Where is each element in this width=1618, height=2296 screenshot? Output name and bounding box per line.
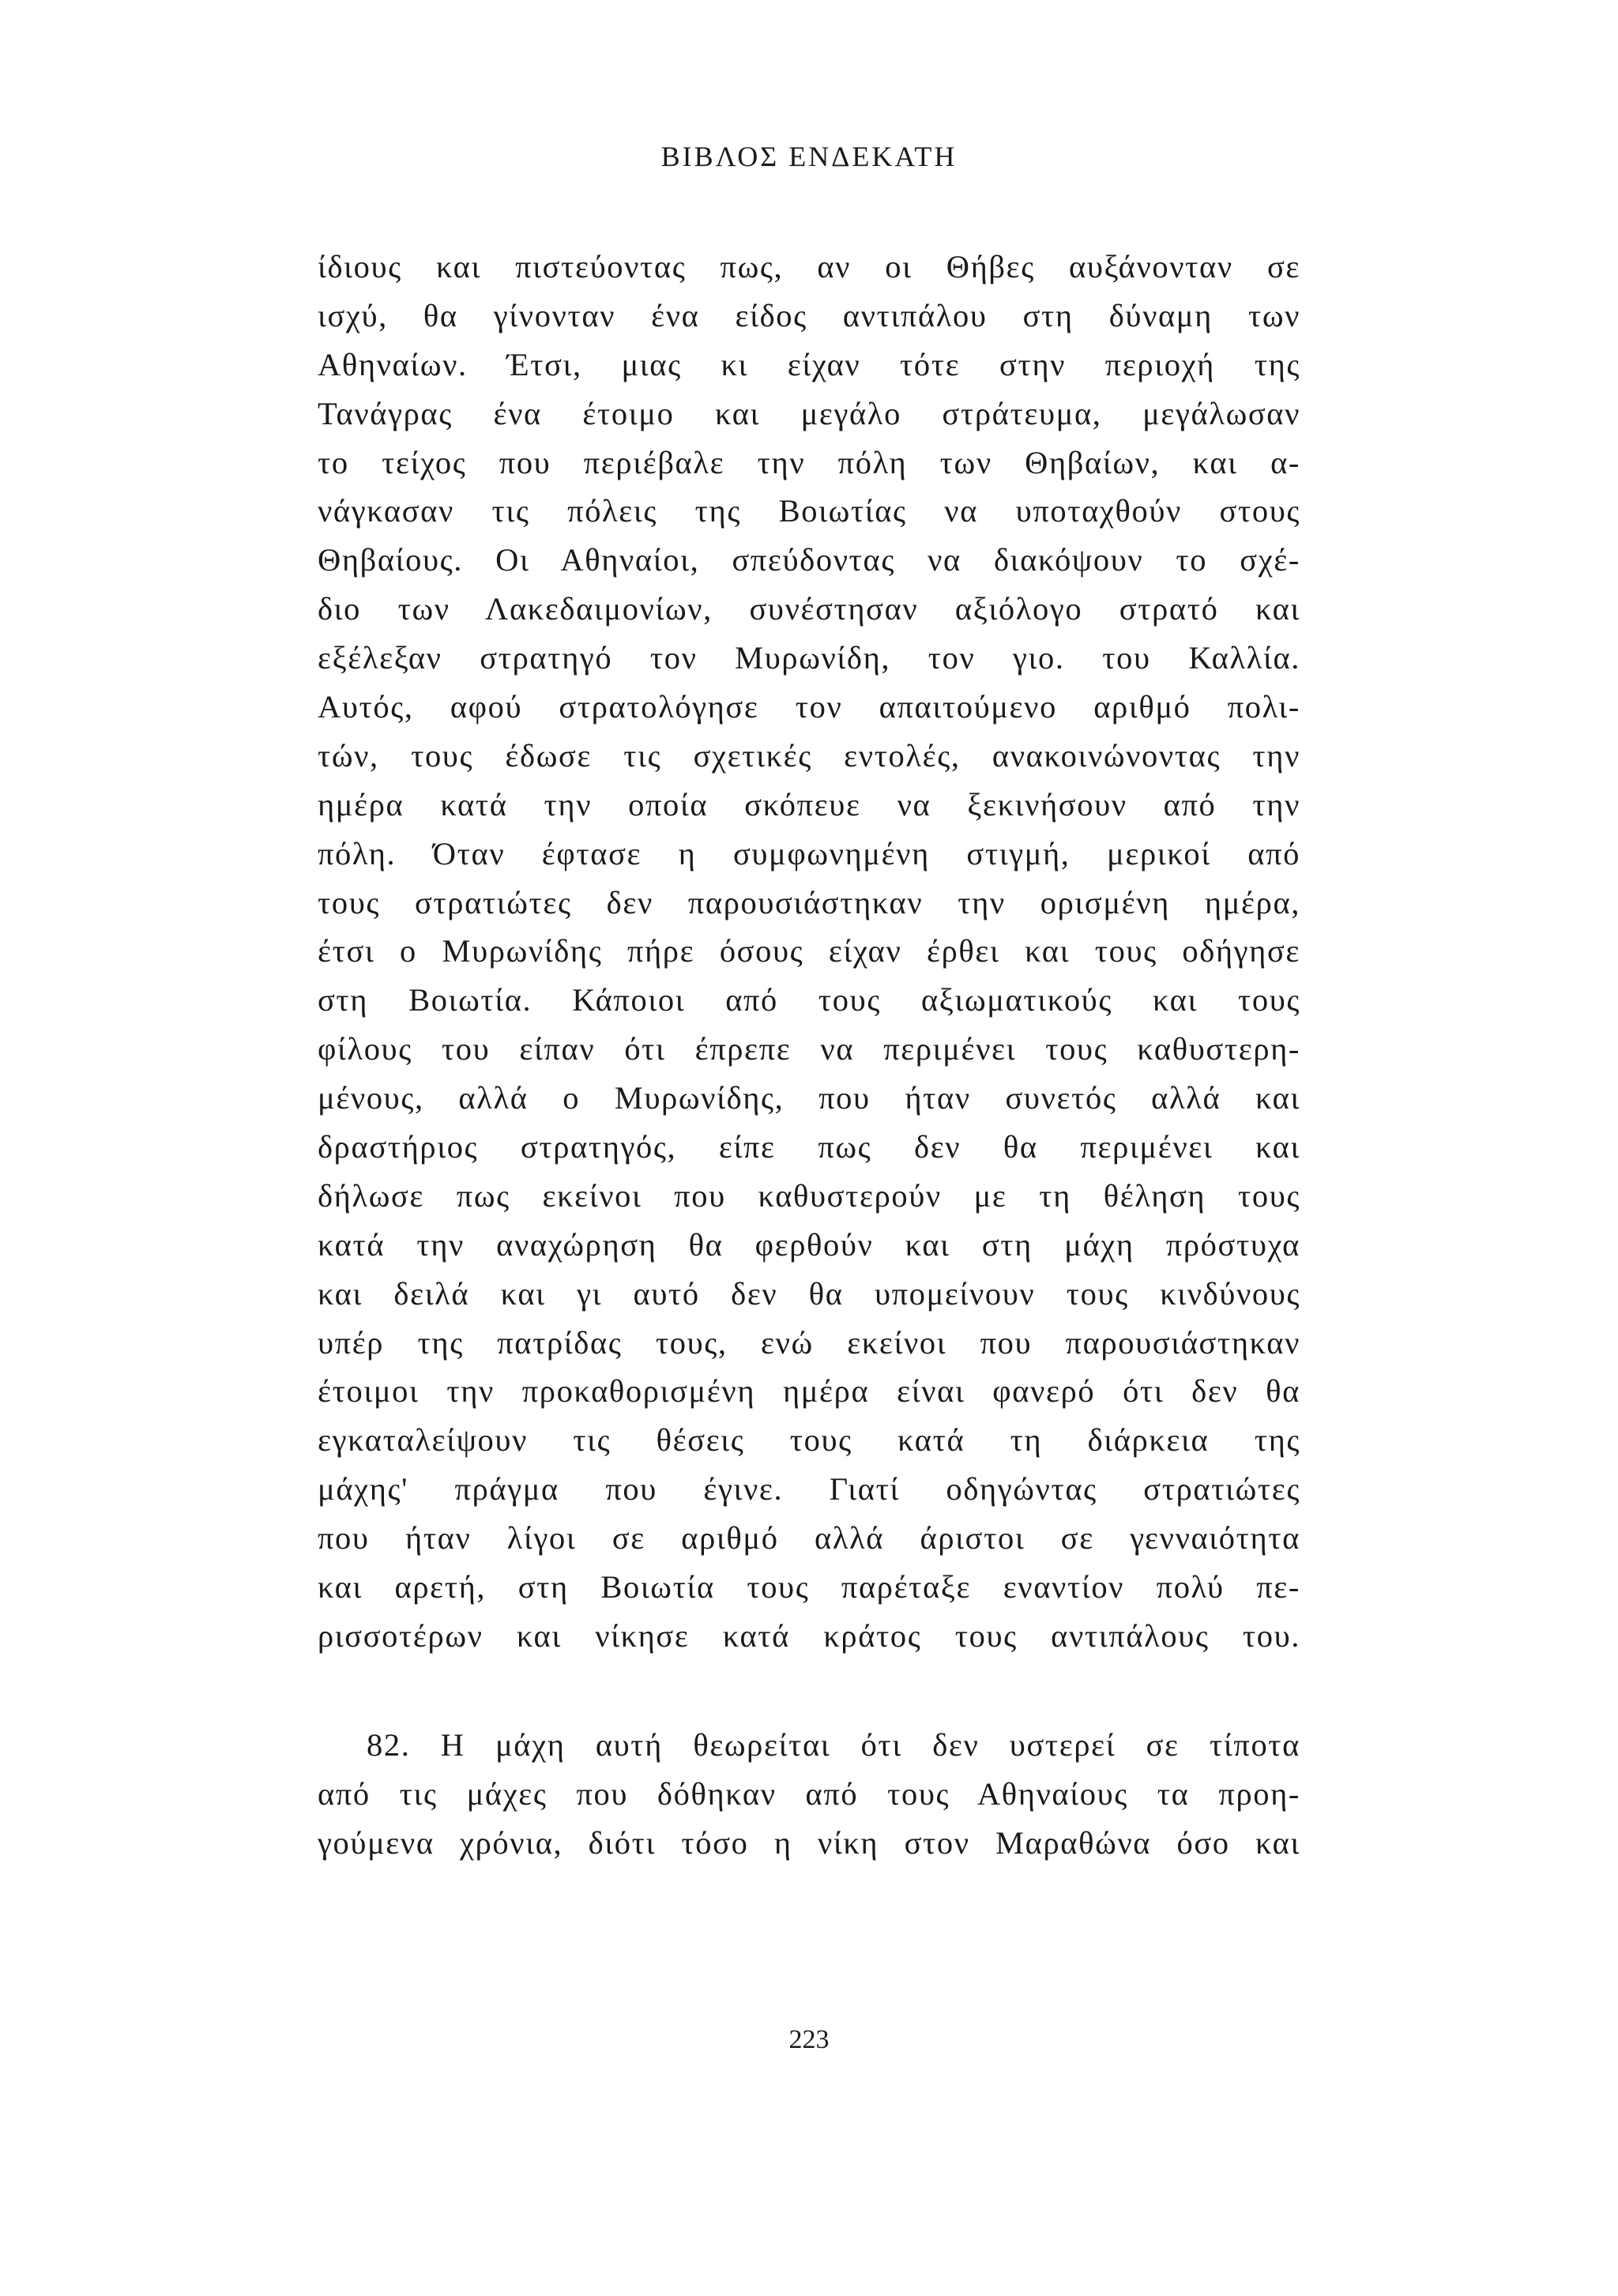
text-line: διο των Λακεδαιμονίων, συνέστησαν αξιόλογο στρατό και: [318, 591, 1300, 627]
text-line: γούμενα χρόνια, διότι τόσο η νίκη στον Μαραθώνα όσο και: [318, 1824, 1300, 1861]
text-line: εξέλεξαν στρατηγό τον Μυρωνίδη, τον γιο. του Καλλία.: [318, 640, 1300, 676]
text-line: τών, τους έδωσε τις σχετικές εντολές, ανακοινώνοντας την: [318, 737, 1300, 773]
text-line: 82. Η μάχη αυτή θεωρείται ότι δεν υστερεί σε τίποτα: [367, 1727, 1300, 1763]
text-line: ίδιους και πιστεύοντας πως, αν οι Θήβες αυξάνονταν σε: [318, 249, 1300, 284]
text-line: από τις μάχες που δόθηκαν από τους Αθηναίους τα προη-: [318, 1775, 1300, 1812]
text-line: εγκαταλείψουν τις θέσεις τους κατά τη διάρκεια της: [318, 1422, 1300, 1459]
text-line: που ήταν λίγοι σε αριθμό αλλά άριστοι σε γενναιότητα: [318, 1520, 1300, 1556]
text-line: δήλωσε πως εκείνοι που καθυστερούν με τη θέληση τους: [318, 1177, 1300, 1214]
text-line: κατά την αναχώρηση θα φερθούν και στη μάχη πρόστυχα: [318, 1226, 1300, 1263]
text-line: νάγκασαν τις πόλεις της Βοιωτίας να υποταχθούν στους: [318, 493, 1300, 529]
text-line: ημέρα κατά την οποία σκόπευε να ξεκινήσουν από την: [318, 786, 1300, 822]
text-line: ισχύ, θα γίνονταν ένα είδος αντιπάλου στη δύναμη των: [318, 297, 1300, 333]
text-line: στη Βοιωτία. Κάποιοι από τους αξιωματικούς και τους: [318, 982, 1300, 1018]
text-line: έτοιμοι την προκαθορισμένη ημέρα είναι φανερό ότι δεν θα: [318, 1373, 1300, 1410]
text-line: και αρετή, στη Βοιωτία τους παρέταξε εναντίον πολύ πε-: [318, 1569, 1300, 1605]
text-line: φίλους του είπαν ότι έπρεπε να περιμένει τους καθυστερη-: [318, 1031, 1300, 1067]
text-line: έτσι ο Μυρωνίδης πήρε όσους είχαν έρθει και τους οδήγησε: [318, 933, 1300, 969]
text-line: υπέρ της πατρίδας τους, ενώ εκείνοι που παρουσιάστηκαν: [318, 1324, 1300, 1361]
text-line: μένους, αλλά ο Μυρωνίδης, που ήταν συνετός αλλά και: [318, 1080, 1300, 1116]
text-line: Αυτός, αφού στρατολόγησε τον απαιτούμενο αριθμό πολι-: [318, 689, 1300, 725]
paragraph-82: [318, 1721, 1300, 1868]
text-line: Θηβαίους. Οι Αθηναίοι, σπεύδοντας να διακόψουν το σχέ-: [318, 542, 1300, 578]
paragraph-continued: [318, 243, 1300, 1661]
text-line: και δειλά και γι αυτό δεν θα υπομείνουν τους κινδύνους: [318, 1275, 1300, 1312]
text-line: δραστήριος στρατηγός, είπε πως δεν θα περιμένει και: [318, 1129, 1300, 1165]
text-line: το τείχος που περιέβαλε την πόλη των Θηβαίων, και α-: [318, 444, 1300, 480]
text-line: μάχης' πράγμα που έγινε. Γιατί οδηγώντας στρατιώτες: [318, 1471, 1300, 1507]
text-line: ρισσοτέρων και νίκησε κατά κράτος τους αντιπάλους του.: [318, 1617, 1300, 1654]
text-line: πόλη. Όταν έφτασε η συμφωνημένη στιγμή, μερικοί από: [318, 835, 1300, 871]
text-line: τους στρατιώτες δεν παρουσιάστηκαν την ορισμένη ημέρα,: [318, 884, 1300, 920]
text-line: Αθηναίων. Έτσι, μιας κι είχαν τότε στην περιοχή της: [318, 346, 1300, 382]
text-line: Τανάγρας ένα έτοιμο και μεγάλο στράτευμα, μεγάλωσαν: [318, 395, 1300, 431]
page-number: 223: [788, 2025, 830, 2054]
running-head: ΒΙΒΛΟΣ ΕΝΔΕΚΑΤΗ: [660, 141, 958, 172]
